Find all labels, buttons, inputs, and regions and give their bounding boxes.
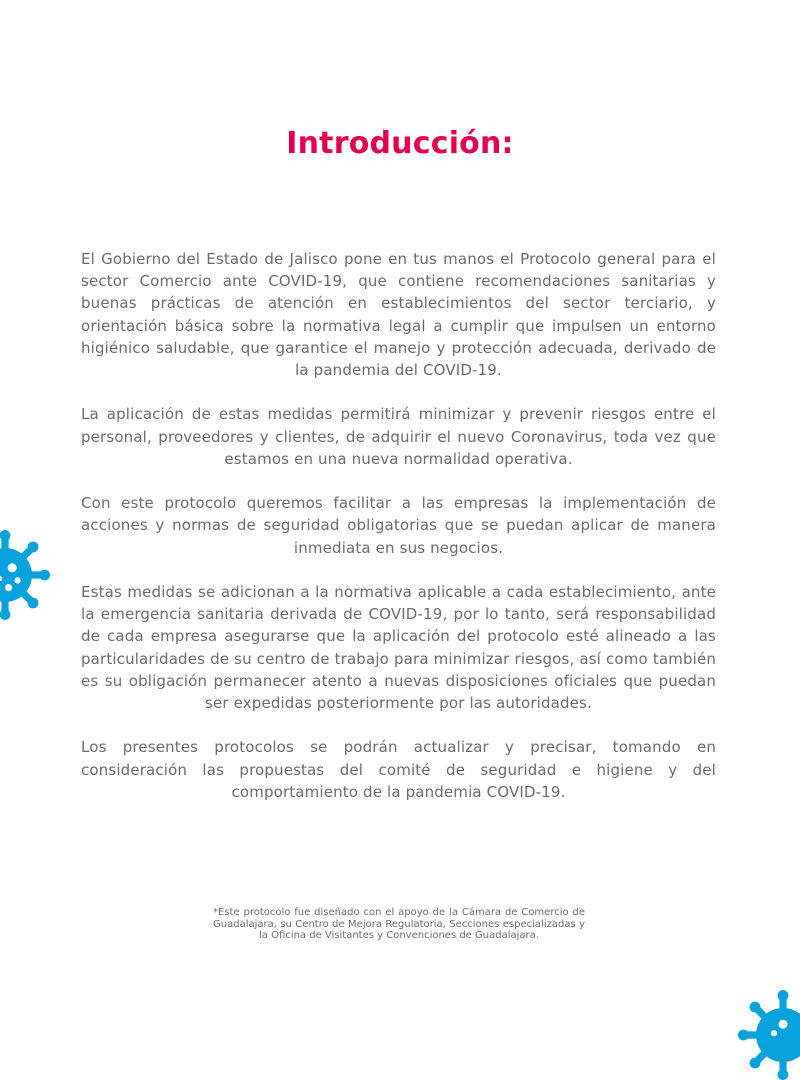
footnote: *Este protocolo fue diseñado con el apoyo de la Cámara de Comercio de Guadalajara, su Centro de Mejora Regulatoria, Secciones especializadas y la Oficina de Visitantes y Convenciones de Guadalajara. [213, 907, 585, 942]
introduction-body [81, 248, 716, 825]
virus-icon-left [0, 530, 50, 620]
virus-icon-bottom-right [738, 990, 800, 1080]
paragraph-3: Con este protocolo queremos facilitar a las empresas la implementación de acciones y normas de seguridad obligatorias que se puedan aplicar de manera inmediata en sus negocios. [81, 494, 716, 557]
paragraph-1: El Gobierno del Estado de Jalisco pone en tus manos el Protocolo general para el sector Comercio ante COVID-19, que contiene recomendaciones sanitarias y buenas prácticas de atención en establecimientos del sector terciario, y orientación básica sobre la normativa legal a cumplir que impulsen un entorno higiénico saludable, que garantice el manejo y protección adecuada, derivado de la pandemia del COVID-19. [81, 250, 716, 380]
paragraph-4: Estas medidas se adicionan a la normativa aplicable a cada establecimiento, ante la emergencia sanitaria derivada de COVID-19, por lo tanto, será responsabilidad de cada empresa asegurarse que la aplicación del protocolo esté alineado a las particularidades de su centro de trabajo para minimizar riesgos, así como también es su obligación permanecer atento a nuevas disposiciones oficiales que puedan ser expedidas posteriormente por las autoridades. [81, 583, 716, 713]
page-title: Introducción: [286, 126, 514, 161]
paragraph-2: La aplicación de estas medidas permitirá minimizar y prevenir riesgos entre el personal, proveedores y clientes, de adquirir el nuevo Coronavirus, toda vez que estamos en una nueva normalidad operativa. [81, 405, 716, 468]
paragraph-5: Los presentes protocolos se podrán actualizar y precisar, tomando en consideración las propuestas del comité de seguridad e higiene y del comportamiento de la pandemia COVID-19. [81, 738, 716, 801]
